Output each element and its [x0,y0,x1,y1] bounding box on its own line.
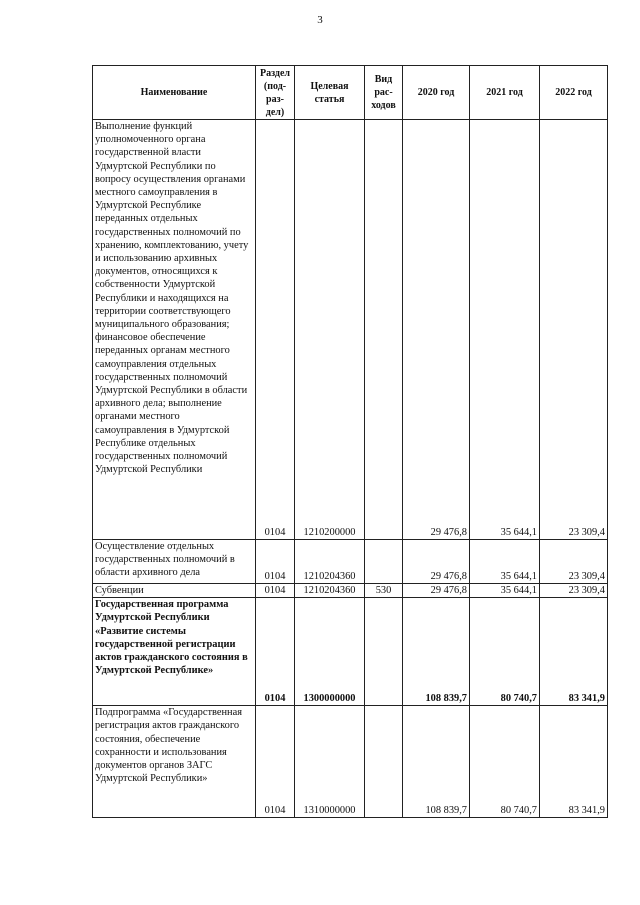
row-2022: 23 309,4 [540,120,608,540]
row-section: 0104 [256,120,295,540]
row-expense-type [365,540,403,584]
row-expense-type: 530 [365,584,403,598]
row-section: 0104 [256,584,295,598]
row-expense-type [365,120,403,540]
row-name: Подпрограмма «Государственная регистрация актов гражданского состояния, обеспечение сохранности и использования документов органов ЗАГС Удмуртской Республики» [93,706,256,818]
table-row [93,540,608,584]
row-2020: 29 476,8 [403,120,470,540]
row-target-article: 1210204360 [295,540,365,584]
row-2021: 35 644,1 [470,120,540,540]
row-expense-type [365,706,403,818]
header-name: Наименование [93,66,256,120]
budget-table [92,65,608,818]
header-expense-type: Вид рас-ходов [365,66,403,120]
table-row [93,120,608,540]
row-name: Осуществление отдельных государственных полномочий в области архивного дела [93,540,256,584]
header-2021: 2021 год [470,66,540,120]
row-section: 0104 [256,598,295,706]
row-2022: 23 309,4 [540,584,608,598]
row-2021: 35 644,1 [470,540,540,584]
row-2020: 108 839,7 [403,706,470,818]
row-name: Выполнение функций уполномоченного органа государственной власти Удмуртской Республики по вопросу осуществления органами местного самоуправления в Удмуртской Республике переданных отдельных государственных полномочий по хранению, комплектованию, учету и использованию архивных документов, относящихся к собственности Удмуртской Республики и находящихся на территории соответствующего муниципального образования; финансовое обеспечение переданных органам местного самоуправления отдельных государственных полномочий Удмуртской Республики в области архивного дела; выполнение органами местного самоуправления в Удмуртской Республике отдельных государственных полномочий Удмуртской Республики [93,120,256,540]
row-2022: 83 341,9 [540,706,608,818]
table-row [93,706,608,818]
row-section: 0104 [256,540,295,584]
row-2021: 80 740,7 [470,598,540,706]
table-row [93,584,608,598]
header-target-article: Целевая статья [295,66,365,120]
row-section: 0104 [256,706,295,818]
row-2020: 29 476,8 [403,540,470,584]
header-2022: 2022 год [540,66,608,120]
row-2021: 80 740,7 [470,706,540,818]
header-section: Раздел (под-раз-дел) [256,66,295,120]
row-2022: 23 309,4 [540,540,608,584]
row-2020: 29 476,8 [403,584,470,598]
row-target-article: 1210200000 [295,120,365,540]
row-name: Субвенции [93,584,256,598]
row-2021: 35 644,1 [470,584,540,598]
row-2022: 83 341,9 [540,598,608,706]
table-header-row [93,66,608,120]
row-target-article: 1310000000 [295,706,365,818]
row-target-article: 1210204360 [295,584,365,598]
header-2020: 2020 год [403,66,470,120]
row-target-article: 1300000000 [295,598,365,706]
row-2020: 108 839,7 [403,598,470,706]
page-number: 3 [317,14,323,26]
row-name: Государственная программа Удмуртской Республики «Развитие системы государственной регистрации актов гражданского состояния в Удмуртской Республике» [93,598,256,706]
table-row [93,598,608,706]
row-expense-type [365,598,403,706]
